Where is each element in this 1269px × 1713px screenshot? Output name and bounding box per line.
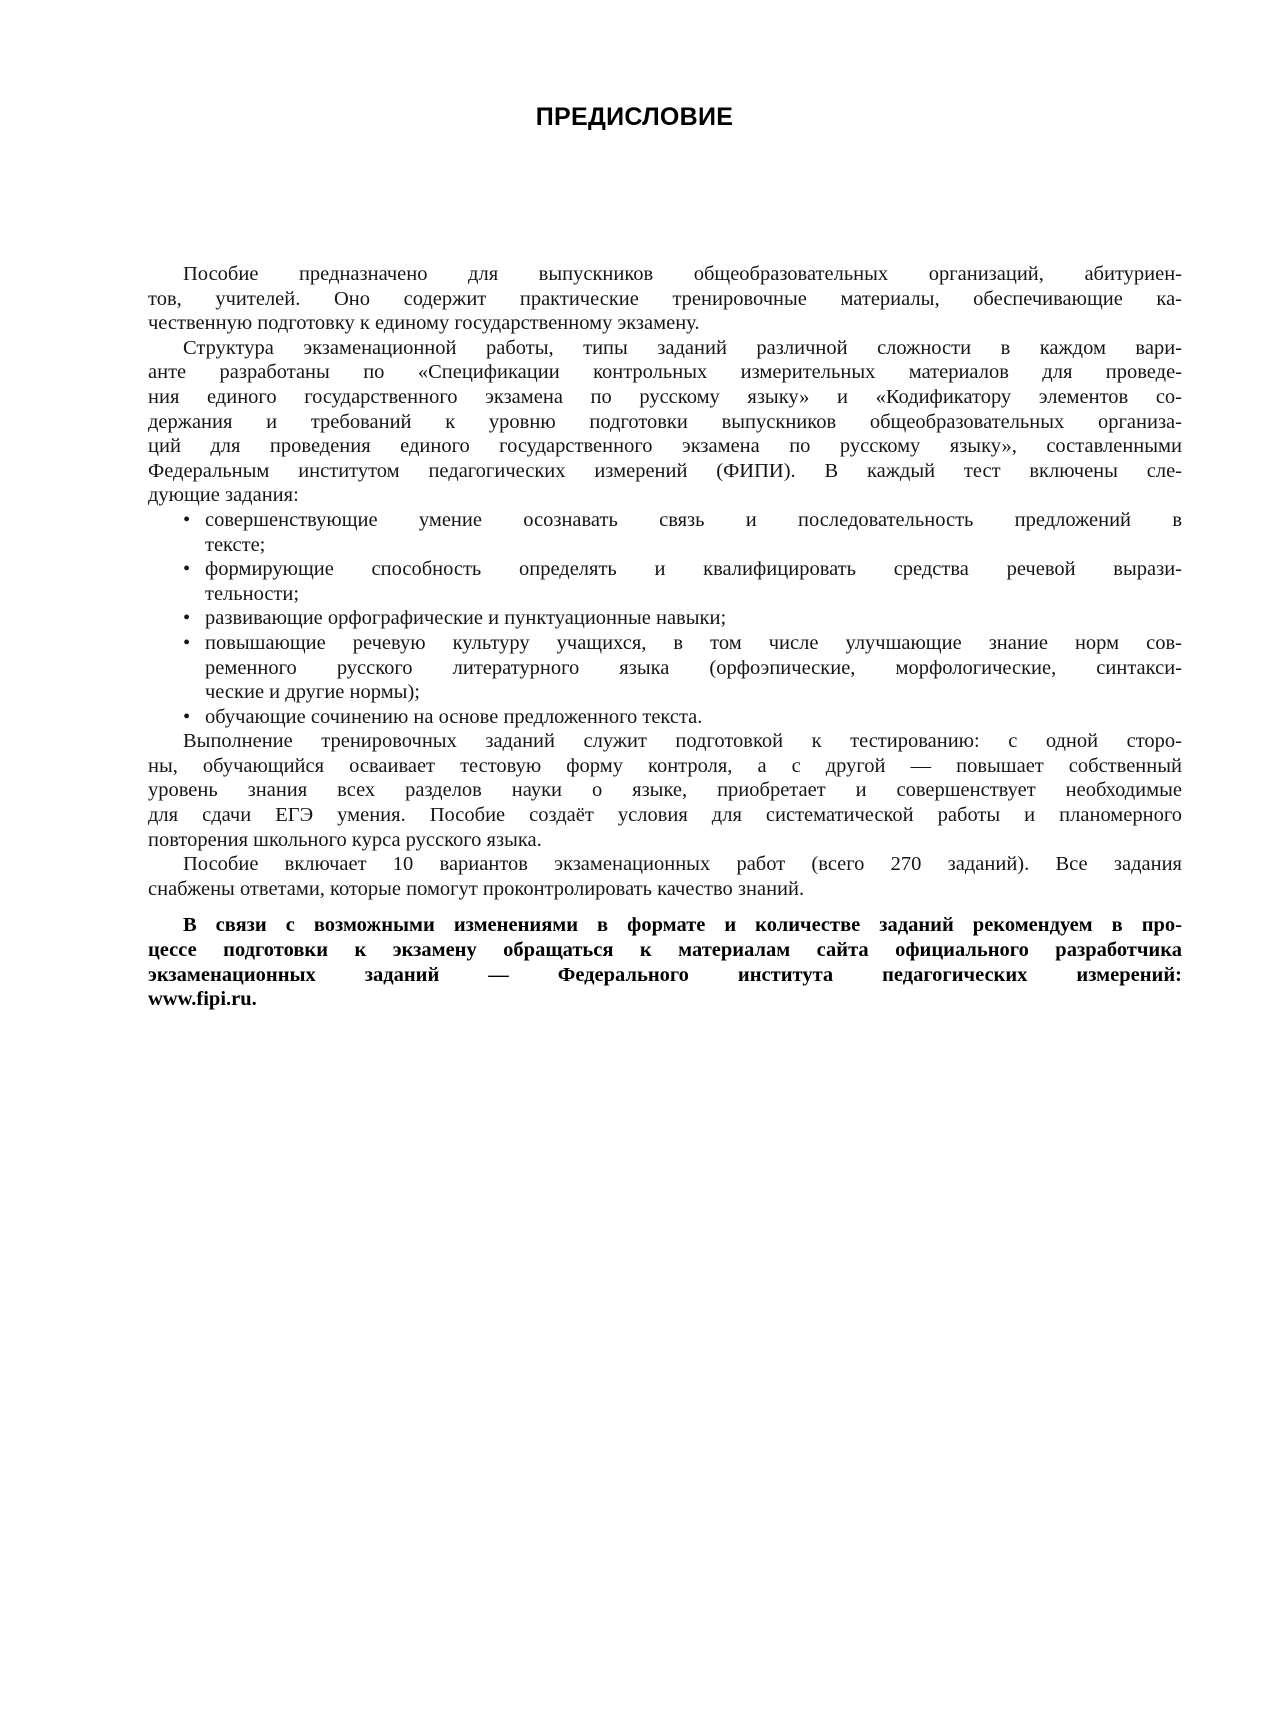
bullet-icon: • (183, 705, 191, 728)
list-item (148, 557, 1182, 582)
text-line: тов, учителей. Оно содержит практические тренировочные материалы, обеспечивающие ка- (148, 287, 1182, 310)
text-line: тельности; (205, 582, 300, 605)
text-line: В связи с возможными изменениями в формате и количестве заданий рекомендуем в про- (183, 914, 1182, 937)
text-line: тексте; (205, 533, 266, 556)
text-line: чественную подготовку к единому государственному экзамену. (148, 312, 700, 335)
text-line: формирующие способность определять и квалифицировать средства речевой вырази- (205, 558, 1182, 581)
list-item (148, 508, 1182, 533)
text-line: развивающие орфографические и пунктуационные навыки; (205, 607, 727, 630)
text-line: Структура экзаменационной работы, типы заданий различной сложности в каждом вари- (183, 336, 1182, 359)
text-line: совершенствующие умение осознавать связь и последовательность предложений в (205, 508, 1182, 531)
preface-body (148, 262, 1182, 1012)
bullet-list (148, 508, 1182, 729)
bullet-icon: • (183, 558, 191, 581)
text-line: ций для проведения единого государственного экзамена по русскому языку», составленными (148, 435, 1182, 458)
text-line: держания и требований к уровню подготовки выпускников общеобразовательных организа- (148, 410, 1182, 433)
list-item (148, 705, 1182, 730)
text-line: ческие и другие нормы); (205, 681, 420, 704)
text-line: экзаменационных заданий — Федерального института педагогических измерений: (148, 963, 1182, 986)
list-item (148, 631, 1182, 656)
fipi-url: www.fipi.ru. (148, 988, 257, 1011)
text-line: снабжены ответами, которые помогут проконтролировать качество знаний. (148, 877, 805, 900)
bullet-icon: • (183, 508, 191, 531)
paragraph-training (148, 729, 1182, 852)
text-line: дующие задания: (148, 484, 299, 507)
text-line: уровень знания всех разделов науки о языке, приобретает и совершенствует необходимые (148, 779, 1182, 802)
text-line: повторения школьного курса русского языка. (148, 828, 542, 851)
text-line: ременного русского литературного языка (орфоэпические, морфологические, синтакси- (205, 656, 1182, 679)
text-line: ния единого государственного экзамена по русскому языку» и «Кодификатору элементов со- (148, 385, 1182, 408)
bullet-icon: • (183, 631, 191, 654)
fipi-note (148, 913, 1182, 1011)
paragraph-contents (148, 852, 1182, 901)
list-item (148, 606, 1182, 631)
text-line: повышающие речевую культуру учащихся, в том числе улучшающие знание норм сов- (205, 631, 1182, 654)
text-line: Выполнение тренировочных заданий служит подготовкой к тестированию: с одной сторо- (183, 730, 1182, 753)
bullet-icon: • (183, 607, 191, 630)
text-line: анте разработаны по «Спецификации контрольных измерительных материалов для проведе- (148, 361, 1182, 384)
text-line: ны, обучающийся осваивает тестовую форму контроля, а с другой — повышает собственный (148, 754, 1182, 777)
text-line: цессе подготовки к экзамену обращаться к материалам сайта официального разработчика (148, 939, 1182, 962)
paragraph-structure (148, 336, 1182, 508)
text-line: обучающие сочинению на основе предложенного текста. (205, 705, 703, 728)
text-line: Пособие включает 10 вариантов экзаменационных работ (всего 270 заданий). Все задания (183, 853, 1182, 876)
text-line: Пособие предназначено для выпускников общеобразовательных организаций, абитуриен- (183, 263, 1182, 285)
page-title: ПРЕДИСЛОВИЕ (535, 103, 734, 131)
paragraph-intended-audience (148, 262, 1182, 336)
text-line: для сдачи ЕГЭ умения. Пособие создаёт условия для систематической работы и планомерного (148, 804, 1182, 827)
text-line: Федеральным институтом педагогических измерений (ФИПИ). В каждый тест включены сле- (148, 459, 1182, 482)
